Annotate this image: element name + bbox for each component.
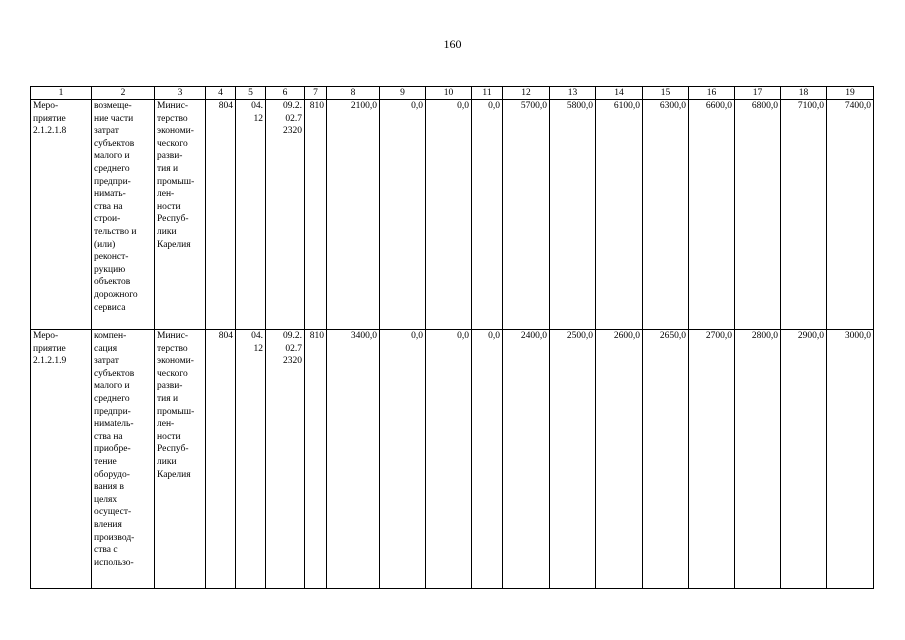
expense-type-cell: 810 [305, 330, 327, 589]
amount-cell: 2500,0 [550, 330, 596, 589]
activity-description-cell-line: дорожного [94, 289, 138, 300]
activity-description-cell-line: затрат [94, 126, 119, 137]
column-header-12: 12 [503, 87, 550, 100]
responsible-executor-cell-line: Минис- [157, 101, 189, 111]
responsible-executor-cell-line: Карелия [157, 239, 191, 250]
responsible-executor-cell-line: Респуб- [157, 214, 189, 225]
activity-name-cell-line: 2.1.2.1.9 [33, 356, 67, 367]
table-row [31, 330, 874, 589]
responsible-executor-cell-line: ческого [157, 138, 188, 149]
responsible-executor-cell-line: лен- [157, 189, 175, 200]
activity-description-cell-line: ние части [94, 113, 134, 124]
activity-description-cell-line: рукцию [94, 264, 126, 275]
amount-cell: 0,0 [472, 100, 503, 330]
activity-description-cell-line: среднего [94, 393, 130, 404]
amount-cell: 6800,0 [735, 100, 781, 330]
activity-description-cell-line: (или) [94, 239, 116, 250]
activity-description-cell-line: нимать- [94, 189, 126, 200]
activity-name-cell [31, 100, 92, 330]
responsible-executor-cell-line: Минис- [157, 331, 189, 341]
activity-description-cell-line: объектов [94, 277, 131, 288]
column-header-11: 11 [472, 87, 503, 100]
amount-cell: 7400,0 [827, 100, 874, 330]
column-header-4: 4 [206, 87, 236, 100]
activity-description-cell [92, 100, 155, 330]
header-row [31, 87, 874, 100]
column-header-8: 8 [327, 87, 380, 100]
target-article-cell [266, 100, 305, 330]
target-article-cell-line: 2320 [283, 126, 302, 137]
activity-description-cell-line: строи- [94, 214, 121, 225]
responsible-executor-cell-line: тия и [157, 393, 179, 404]
page-number: 160 [443, 37, 462, 51]
activity-description-cell-line: затрат [94, 356, 119, 367]
amount-cell: 7100,0 [781, 100, 827, 330]
amount-cell: 6600,0 [689, 100, 735, 330]
activity-description-cell-line: использо- [94, 557, 134, 568]
activity-description-cell-line: малого и [94, 151, 130, 162]
amount-cell: 2600,0 [596, 330, 643, 589]
activity-name-cell-line: приятие [33, 113, 66, 124]
column-header-17: 17 [735, 87, 781, 100]
responsible-executor-cell-line: лен- [157, 419, 175, 430]
amount-cell: 0,0 [426, 100, 472, 330]
activity-description-cell-line: субъектов [94, 368, 135, 379]
activity-description-cell-line: ства на [94, 201, 123, 212]
grbs-code-cell: 804 [206, 100, 236, 330]
column-header-5: 5 [236, 87, 266, 100]
activity-name-cell-line: Меро- [33, 331, 59, 341]
activity-description-cell-line: предпри- [94, 406, 131, 417]
activity-description-cell-line: малого и [94, 381, 130, 392]
responsible-executor-cell-line: Респуб- [157, 444, 189, 455]
target-article-cell-line: 09.2. [283, 331, 302, 341]
responsible-executor-cell-line: Карелия [157, 469, 191, 480]
target-article-cell-line: 02.7 [285, 343, 302, 354]
column-header-14: 14 [596, 87, 643, 100]
responsible-executor-cell-line: разви- [157, 381, 183, 392]
amount-cell: 6100,0 [596, 100, 643, 330]
amount-cell: 2650,0 [643, 330, 689, 589]
column-header-15: 15 [643, 87, 689, 100]
amount-cell: 3000,0 [827, 330, 874, 589]
target-article-cell-line: 02.7 [285, 113, 302, 124]
activity-description-cell-line: субъектов [94, 138, 135, 149]
column-header-1: 1 [31, 87, 92, 100]
amount-cell: 2700,0 [689, 330, 735, 589]
activity-name-cell-line: приятие [33, 343, 66, 354]
target-article-cell [266, 330, 305, 589]
amount-cell: 0,0 [380, 330, 426, 589]
column-header-16: 16 [689, 87, 735, 100]
responsible-executor-cell-line: промыш- [157, 176, 195, 187]
column-header-18: 18 [781, 87, 827, 100]
amount-cell: 2800,0 [735, 330, 781, 589]
activity-description-cell-line: компен- [94, 331, 127, 341]
section-code-cell-line: 12 [253, 113, 263, 124]
responsible-executor-cell-line: тия и [157, 163, 179, 174]
amount-cell: 3400,0 [327, 330, 380, 589]
section-code-cell-line: 04. [251, 101, 263, 111]
section-code-cell-line: 04. [251, 331, 263, 341]
table-row [31, 100, 874, 330]
activity-name-cell-line: 2.1.2.1.8 [33, 126, 67, 137]
activity-description-cell-line: приобре- [94, 444, 131, 455]
activity-name-cell [31, 330, 92, 589]
activity-description-cell-line: производ- [94, 532, 135, 543]
expense-type-cell: 810 [305, 100, 327, 330]
activity-description-cell-line: тение [94, 456, 117, 467]
target-article-cell-line: 09.2. [283, 101, 302, 111]
responsible-executor-cell-line: ности [157, 431, 181, 442]
column-header-6: 6 [266, 87, 305, 100]
column-header-13: 13 [550, 87, 596, 100]
activity-description-cell-line: целях [94, 494, 118, 505]
amount-cell: 2100,0 [327, 100, 380, 330]
section-code-cell [236, 100, 266, 330]
responsible-executor-cell-line: ности [157, 201, 181, 212]
activity-description-cell-line: осущест- [94, 507, 132, 518]
column-header-10: 10 [426, 87, 472, 100]
responsible-executor-cell-line: терство [157, 343, 188, 354]
responsible-executor-cell-line: разви- [157, 151, 183, 162]
amount-cell: 5700,0 [503, 100, 550, 330]
column-header-7: 7 [305, 87, 327, 100]
responsible-executor-cell-line: экономи- [157, 126, 194, 137]
target-article-cell-line: 2320 [283, 356, 302, 367]
responsible-executor-cell-line: лики [157, 226, 177, 237]
activity-description-cell-line: сация [94, 343, 118, 354]
section-code-cell [236, 330, 266, 589]
responsible-executor-cell-line: лики [157, 456, 177, 467]
amount-cell: 2400,0 [503, 330, 550, 589]
responsible-executor-cell [155, 100, 206, 330]
activity-description-cell-line: среднего [94, 163, 130, 174]
activity-description-cell-line: возмеще- [94, 101, 132, 111]
responsible-executor-cell [155, 330, 206, 589]
amount-cell: 6300,0 [643, 100, 689, 330]
responsible-executor-cell-line: терство [157, 113, 188, 124]
activity-description-cell-line: вания в [94, 482, 124, 493]
amount-cell: 5800,0 [550, 100, 596, 330]
activity-name-cell-line: Меро- [33, 101, 59, 111]
column-header-3: 3 [155, 87, 206, 100]
amount-cell: 0,0 [472, 330, 503, 589]
section-code-cell-line: 12 [253, 343, 263, 354]
column-header-19: 19 [827, 87, 874, 100]
activity-description-cell [92, 330, 155, 589]
amount-cell: 0,0 [426, 330, 472, 589]
budget-table [30, 86, 874, 589]
activity-description-cell-line: тельство и [94, 226, 137, 237]
activity-description-cell-line: реконст- [94, 252, 129, 263]
activity-description-cell-line: вления [94, 519, 122, 530]
activity-description-cell-line: предпри- [94, 176, 131, 187]
responsible-executor-cell-line: ческого [157, 368, 188, 379]
responsible-executor-cell-line: промыш- [157, 406, 195, 417]
activity-description-cell-line: сервиса [94, 302, 126, 313]
activity-description-cell-line: нимatель- [94, 419, 134, 430]
amount-cell: 2900,0 [781, 330, 827, 589]
column-header-9: 9 [380, 87, 426, 100]
activity-description-cell-line: ства на [94, 431, 123, 442]
amount-cell: 0,0 [380, 100, 426, 330]
column-header-2: 2 [92, 87, 155, 100]
responsible-executor-cell-line: экономи- [157, 356, 194, 367]
activity-description-cell-line: ства с [94, 545, 118, 556]
activity-description-cell-line: оборудо- [94, 469, 130, 480]
grbs-code-cell: 804 [206, 330, 236, 589]
